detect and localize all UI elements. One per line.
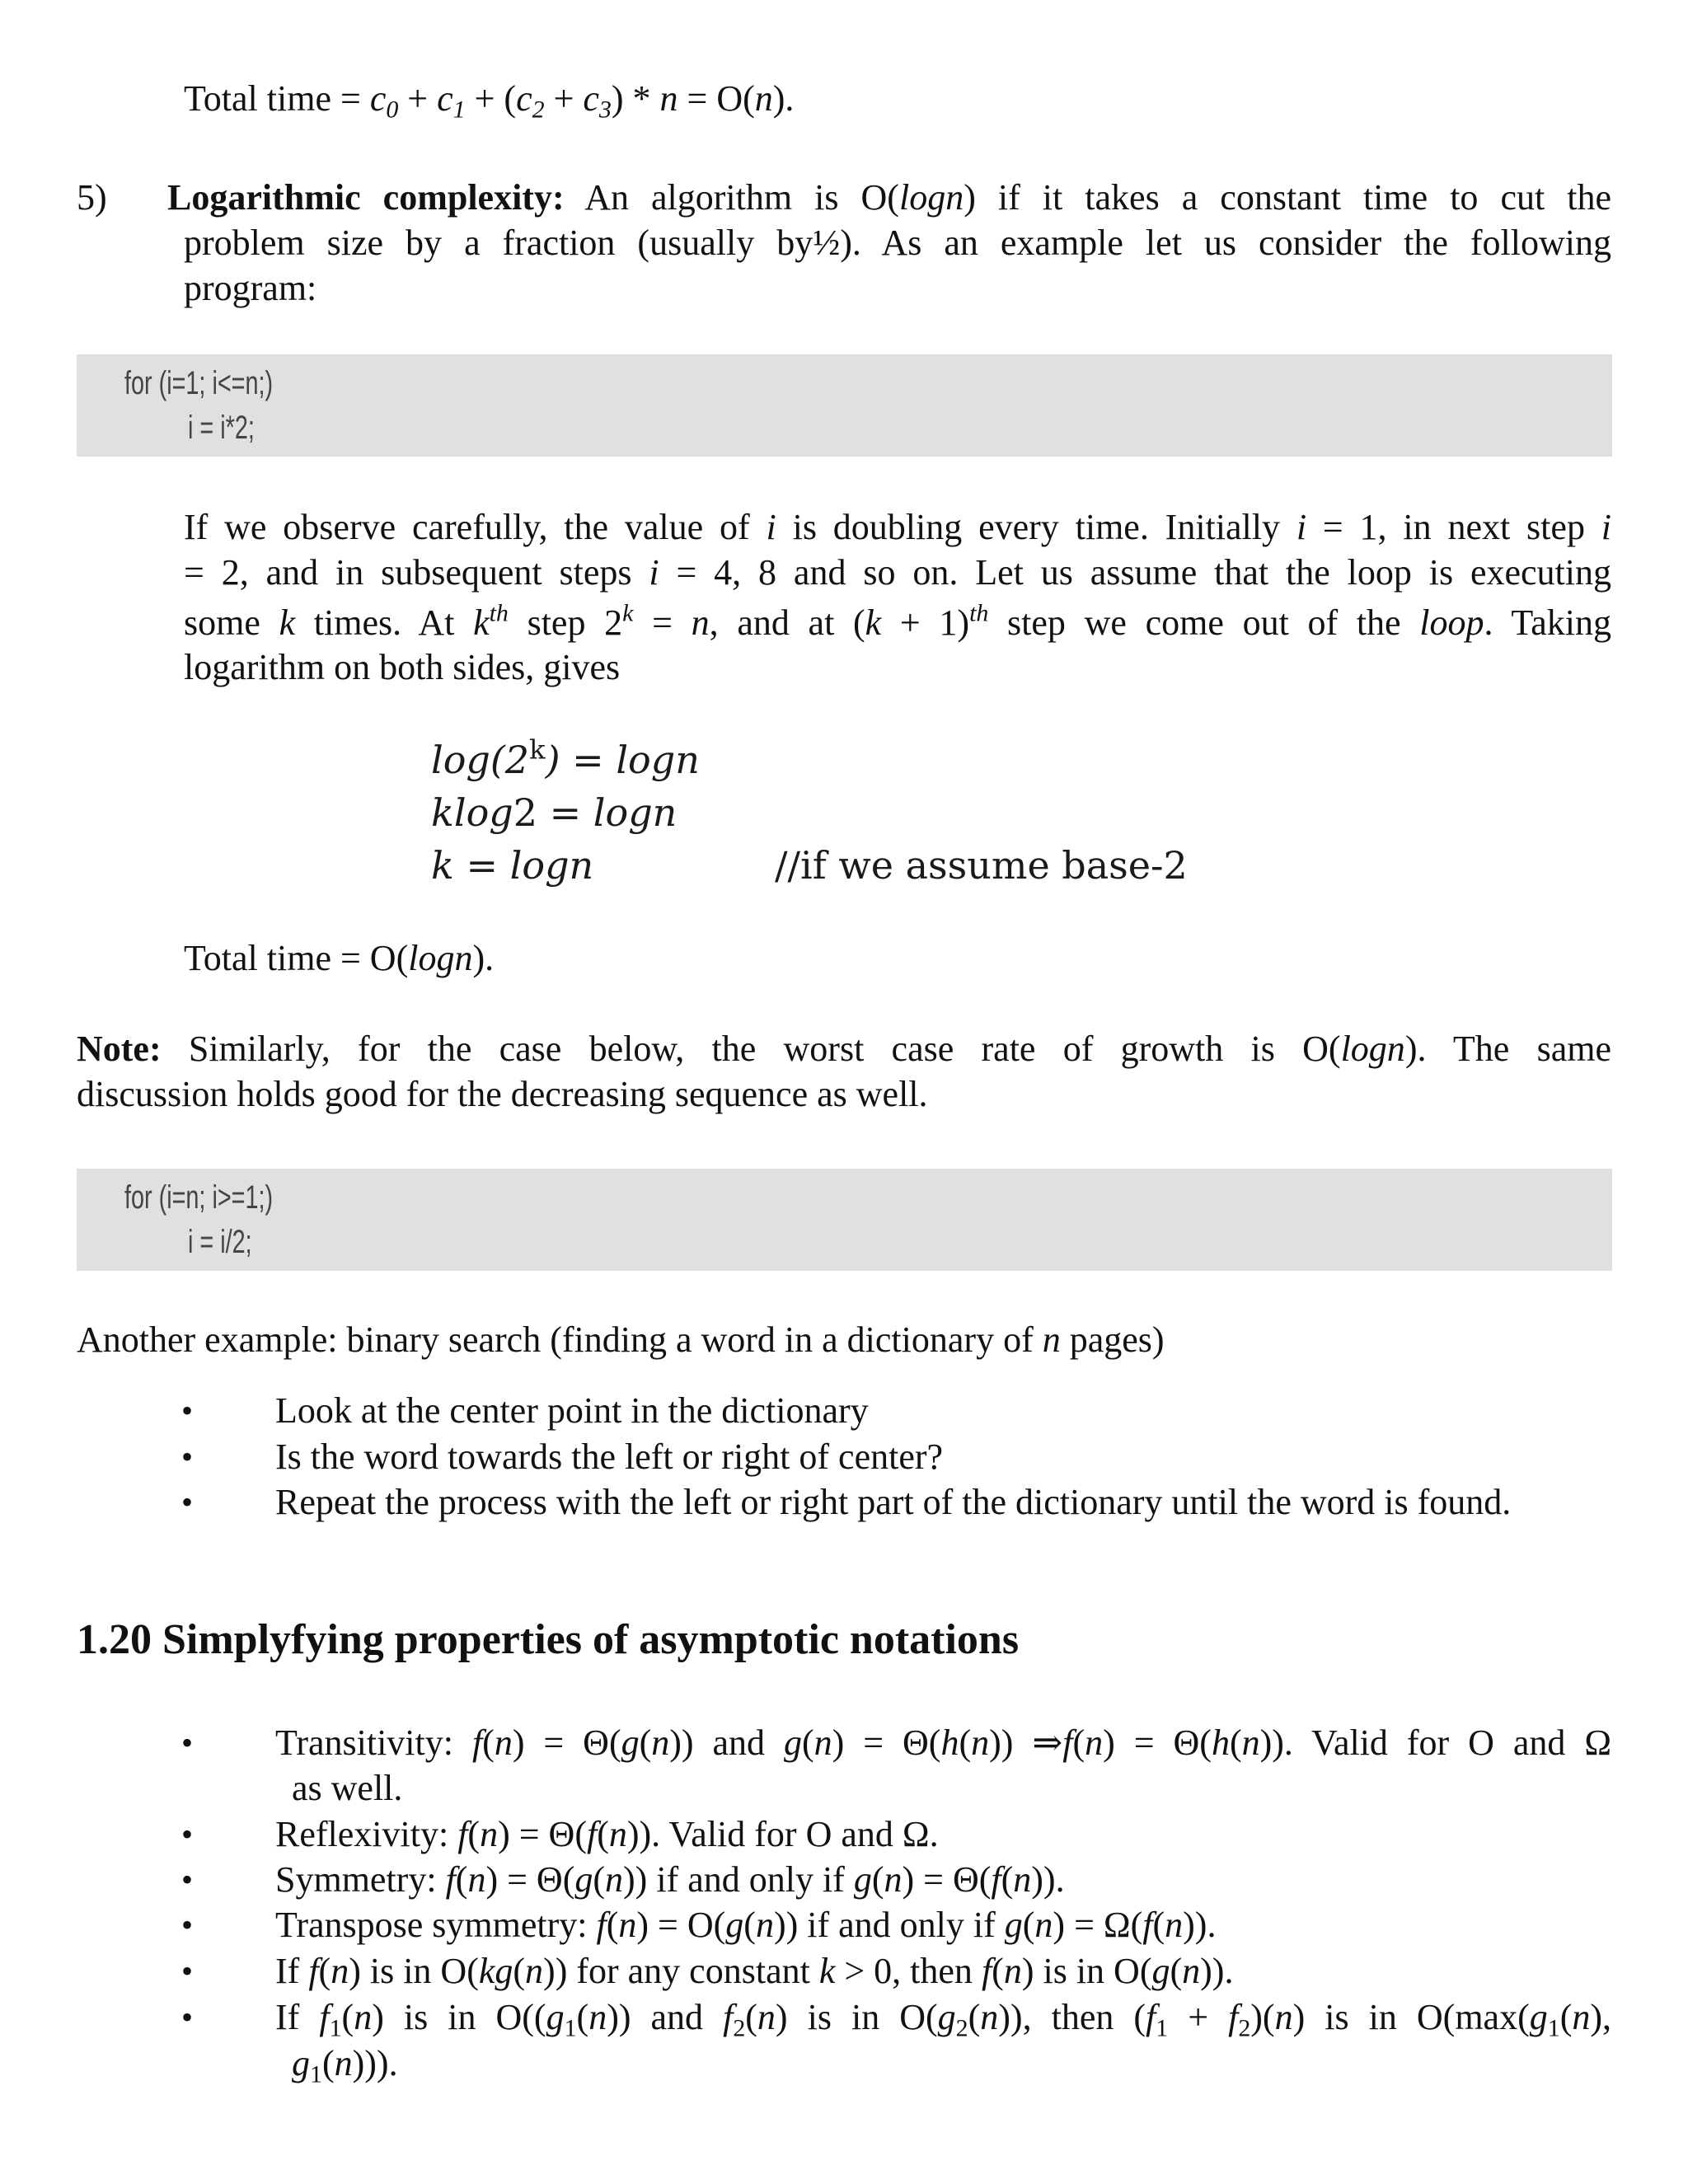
bullet-icon: • bbox=[181, 1861, 194, 1898]
code-block-2 bbox=[77, 1169, 1612, 1271]
explanation-line3: some k times. At $k^{th}$ step $2^k = n$, and at $(k + 1)^{th}$ step we come out of the loop. Taking bbox=[184, 599, 1611, 643]
c0: $c_0$ bbox=[369, 78, 399, 124]
code2-line1: for (i=n; i>=1;) bbox=[124, 1179, 274, 1216]
note-line1: Note: Similarly, for the case below, the worst case rate of growth is O(logn). The same bbox=[77, 1029, 1611, 1069]
item5-line1: Logarithmic complexity: An algorithm is O(logn) if it takes a constant time to cut the bbox=[167, 177, 1612, 218]
bullet-icon: • bbox=[181, 1816, 194, 1853]
item-number: 5) bbox=[77, 177, 107, 218]
transitivity-continuation: as well. bbox=[292, 1768, 403, 1808]
bullet-icon: • bbox=[181, 1724, 194, 1761]
c3: $c_3$ bbox=[583, 78, 612, 124]
explanation-line1: If we observe carefully, the value of i is doubling every time. Initially i = 1, in next step i bbox=[184, 507, 1612, 547]
explanation-line2: = 2, and in subsequent steps i = 4, 8 and so on. Let us assume that the loop is executing bbox=[184, 552, 1611, 593]
bullet-icon: • bbox=[181, 1392, 194, 1429]
document-page: Total time = $c_0 + c_1 + (c_2 + c_3) * n = O(n)$. 5) Logarithmic complexity: An algorithm is O(logn) if it takes a constant time to cut the problem size by a fraction (usually by½). As an example let us consider the following program: for (i=1; i<=n;) i = i*2; If we observe carefully, the value of i is doubling every time. Initially i = 1, in next step i = 2, and in subsequent steps i = 4, 8 and so on. Let us assume that the loop is executing some k times. At $k^{th}$ step $2^k = n$, and at $(k + 1)^{th}$ step we come out of the loop. Taking logarithm on both sides, gives $\log(2^k) = \log n$ klog2 = logn k = logn //if we assume base-2 Total time = O(logn). Note: Similarly, for the case below, the worst case rate of growth is O(logn). The same discussion holds good for the decreasing sequence as well. for (i=n; i>=1;) i = i/2; Another example: binary search (finding a word in a dictionary of n pages) • Look at the center point in the dictionary • Is the word towards the left or right of center? • Repeat the process with the left or right part of the dictionary until the word is found. 1.20 Simplyfying properties of asymptotic notations • Transitivity: f(n) = Θ(g(n)) and g(n) = Θ(h(n)) ⇒f(n) = Θ(h(n)). Valid for O and Ω as well. • Reflexivity: f(n) = Θ(f(n)). Valid for O and Ω. • Symmetry: f(n) = Θ(g(n)) if and only if g(n) = Θ(f(n)). • Transpose symmetry: f(n) = O(g(n)) if and only if g(n) = Ω(f(n)). • If f(n) is in O(kg(n)) for any constant k > 0, then f(n) is in O(g(n)). • If $f_1(n)$ is in $O((g_1(n))$ and $f_2(n)$ is in $O(g_2(n))$, then $(f_1 + f_2)(n)$ is in $O(\max(g_1(n)$, $g_1(n)$)). bbox=[0, 0, 1688, 2184]
explanation-line4: logarithm on both sides, gives bbox=[184, 647, 621, 687]
binary-search-intro: Another example: binary search (finding a word in a dictionary of n pages) bbox=[77, 1319, 1165, 1360]
bullet-icon: • bbox=[181, 1999, 194, 2036]
equation-1: $\log(2^k) = \log n$ bbox=[431, 733, 700, 782]
equation-3: k = logn bbox=[431, 843, 594, 888]
bullet-icon: • bbox=[181, 1906, 194, 1943]
code1-line2: i = i*2; bbox=[188, 410, 255, 446]
code1-line1: for (i=1; i<=n;) bbox=[124, 365, 274, 401]
bullet-icon: • bbox=[181, 1438, 194, 1475]
item5-title: Logarithmic complexity: bbox=[167, 177, 565, 218]
code2-line2: i = i/2; bbox=[188, 1224, 252, 1260]
total-time-2: Total time = O(logn). bbox=[184, 938, 495, 978]
section-heading: 1.20 Simplyfying properties of asymptotic notations bbox=[77, 1616, 1020, 1663]
code-block-1 bbox=[77, 354, 1612, 457]
equation-2: klog2 = logn bbox=[431, 790, 678, 835]
last-bullet-continuation: $g_1(n)$)). bbox=[292, 2043, 398, 2088]
note-line2: discussion holds good for the decreasing sequence as well. bbox=[77, 1074, 928, 1114]
item5-line2: problem size by a fraction (usually by½). As an example let us consider the following bbox=[184, 223, 1611, 263]
bullet-icon: • bbox=[181, 1952, 194, 1990]
total-time-line: Total time = $c_0 + c_1 + (c_2 + c_3) * n = O(n)$. bbox=[184, 78, 795, 124]
c1: $c_1$ bbox=[437, 78, 466, 124]
c2: $c_2$ bbox=[516, 78, 545, 124]
total-time-label: Total time = bbox=[184, 78, 370, 119]
item5-line3: program: bbox=[184, 268, 317, 308]
equation-comment: //if we assume base-2 bbox=[775, 843, 1188, 888]
note-label: Note: bbox=[77, 1029, 162, 1069]
bullet-icon: • bbox=[181, 1483, 194, 1521]
